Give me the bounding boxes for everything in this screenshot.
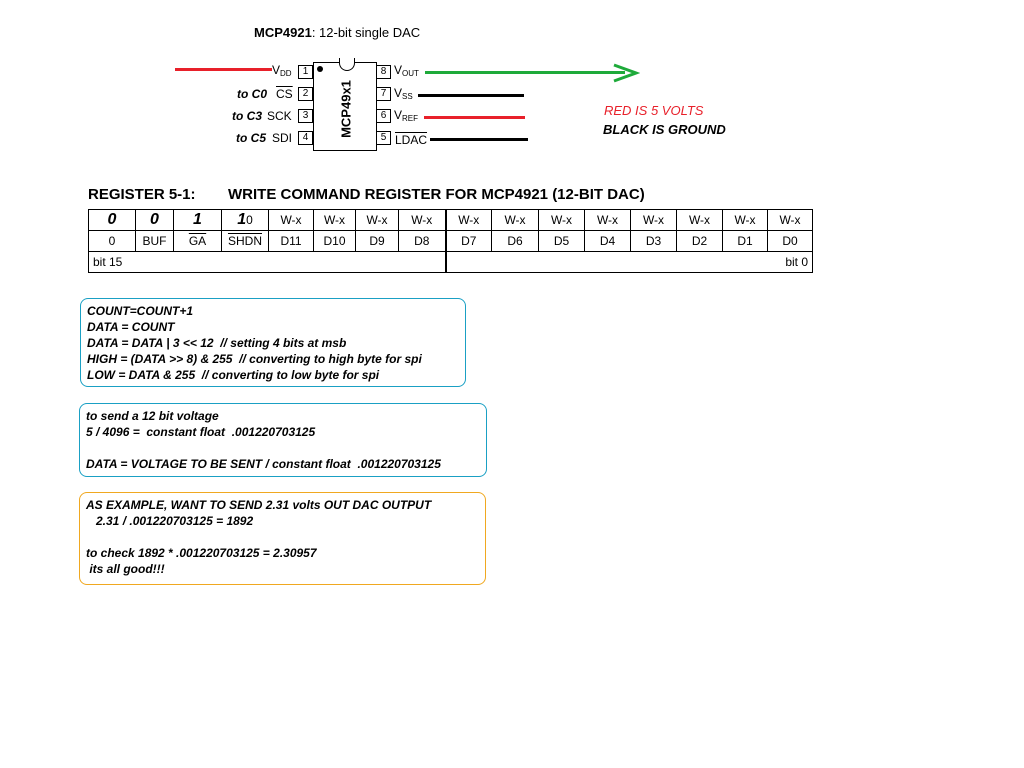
pin-sdi-label: SDI — [272, 131, 293, 145]
register-cell: W-x — [314, 210, 356, 231]
register-access-row — [89, 210, 813, 231]
voltage-note-box — [79, 403, 487, 477]
pin-vss-label: $V_{SS}$ — [394, 86, 413, 101]
pin-sck-label: SCK — [267, 109, 292, 123]
chip-label: MCP49x1 — [338, 80, 354, 138]
vout-arrow-icon — [612, 63, 640, 83]
note-line: HIGH = (DATA >> 8) & 255 // converting to high byte for spi — [87, 352, 422, 366]
pin-vout-label: $V_{OUT}$ — [394, 63, 419, 78]
register-cell: 0 — [89, 210, 136, 231]
vss-wire — [418, 94, 524, 97]
register-cell: $\overline{GA}$ — [174, 231, 222, 252]
note-line: AS EXAMPLE, WANT TO SEND 2.31 volts OUT DAC OUTPUT — [86, 498, 432, 512]
pin-5: 5 — [376, 131, 391, 145]
register-cell: W-x — [539, 210, 585, 231]
register-cell: SHDN — [222, 231, 269, 252]
pin-ldac-label: LDAC — [395, 133, 428, 147]
note-line: DATA = DATA | 3 << 12 // setting 4 bits at msb — [87, 336, 347, 350]
register-cell: W-x — [269, 210, 314, 231]
note-line: LOW = DATA & 255 // converting to low byte for spi — [87, 368, 380, 382]
register-cell: D4 — [585, 231, 631, 252]
register-cell: D5 — [539, 231, 585, 252]
register-table — [88, 209, 813, 273]
register-cell: 10 — [222, 210, 269, 231]
note-line: to check 1892 * .001220703125 = 2.30957 — [86, 546, 317, 560]
register-cell: W-x — [585, 210, 631, 231]
register-title — [88, 186, 645, 203]
register-cell: W-x — [399, 210, 446, 231]
part-number: MCP4921 — [254, 25, 312, 40]
register-cell: D7 — [446, 231, 492, 252]
pin-vref-label: $V_{REF}$ — [394, 108, 419, 123]
register-cell: D2 — [677, 231, 723, 252]
part-description: : 12-bit single DAC — [311, 25, 421, 40]
register-cell: D3 — [631, 231, 677, 252]
register-cell: 1 — [174, 210, 222, 231]
diagram-title — [254, 25, 420, 40]
vdd-wire — [175, 68, 272, 71]
legend-red: RED IS 5 VOLTS — [604, 103, 704, 118]
register-cell: D11 — [269, 231, 314, 252]
vref-wire — [424, 116, 525, 119]
register-cell: W-x — [723, 210, 768, 231]
note-line: DATA = VOLTAGE TO BE SENT / constant float .001220703125 — [86, 457, 441, 471]
register-cell: W-x — [631, 210, 677, 231]
note-line — [86, 440, 480, 456]
code-note-box — [80, 298, 466, 387]
register-cell: D0 — [768, 231, 813, 252]
pin-vdd-label: $V_{DD}$ — [272, 63, 292, 78]
register-cell: 0 — [89, 231, 136, 252]
register-cell: W-x — [677, 210, 723, 231]
vout-wire — [425, 71, 625, 74]
note-line: COUNT=COUNT+1 — [87, 304, 194, 318]
pin-3: 3 — [298, 109, 313, 123]
bit-15-label: bit 15 — [89, 252, 446, 273]
pin-2: 2 — [298, 87, 313, 101]
note-line: 5 / 4096 = constant float .001220703125 — [86, 425, 316, 439]
note-line: DATA = COUNT — [87, 320, 175, 334]
register-cell: D8 — [399, 231, 446, 252]
note-line — [86, 529, 479, 545]
note-line: 2.31 / .001220703125 = 1892 — [86, 514, 254, 528]
register-cell: BUF — [136, 231, 174, 252]
register-bit-index-row — [89, 252, 813, 273]
register-cell: 0 — [136, 210, 174, 231]
legend-black: BLACK IS GROUND — [603, 122, 726, 137]
note-line: to send a 12 bit voltage — [86, 409, 219, 423]
pin-7: 7 — [376, 87, 391, 101]
cs-connection-label: to C0 — [237, 87, 267, 101]
register-cell: W-x — [768, 210, 813, 231]
ldac-wire — [430, 138, 528, 141]
example-note-box — [79, 492, 486, 585]
register-cell: D6 — [492, 231, 539, 252]
sck-connection-label: to C3 — [232, 109, 262, 123]
register-cell: D10 — [314, 231, 356, 252]
pin-4: 4 — [298, 131, 313, 145]
note-line: its all good!!! — [86, 562, 165, 576]
register-name: WRITE COMMAND REGISTER FOR MCP4921 (12-BIT DAC) — [228, 186, 645, 203]
pin-1: 1 — [298, 65, 313, 79]
register-id: REGISTER 5-1: — [88, 186, 196, 203]
register-cell: D1 — [723, 231, 768, 252]
register-cell: W-x — [356, 210, 399, 231]
bit-0-label: bit 0 — [446, 252, 813, 273]
register-cell: D9 — [356, 231, 399, 252]
register-cell: W-x — [492, 210, 539, 231]
pin1-marker — [317, 66, 323, 72]
sdi-connection-label: to C5 — [236, 131, 266, 145]
pin-6: 6 — [376, 109, 391, 123]
pin-8: 8 — [376, 65, 391, 79]
pin-cs-label: $\overline{CS}$ — [276, 87, 293, 101]
register-bits-row — [89, 231, 813, 252]
register-cell: W-x — [446, 210, 492, 231]
